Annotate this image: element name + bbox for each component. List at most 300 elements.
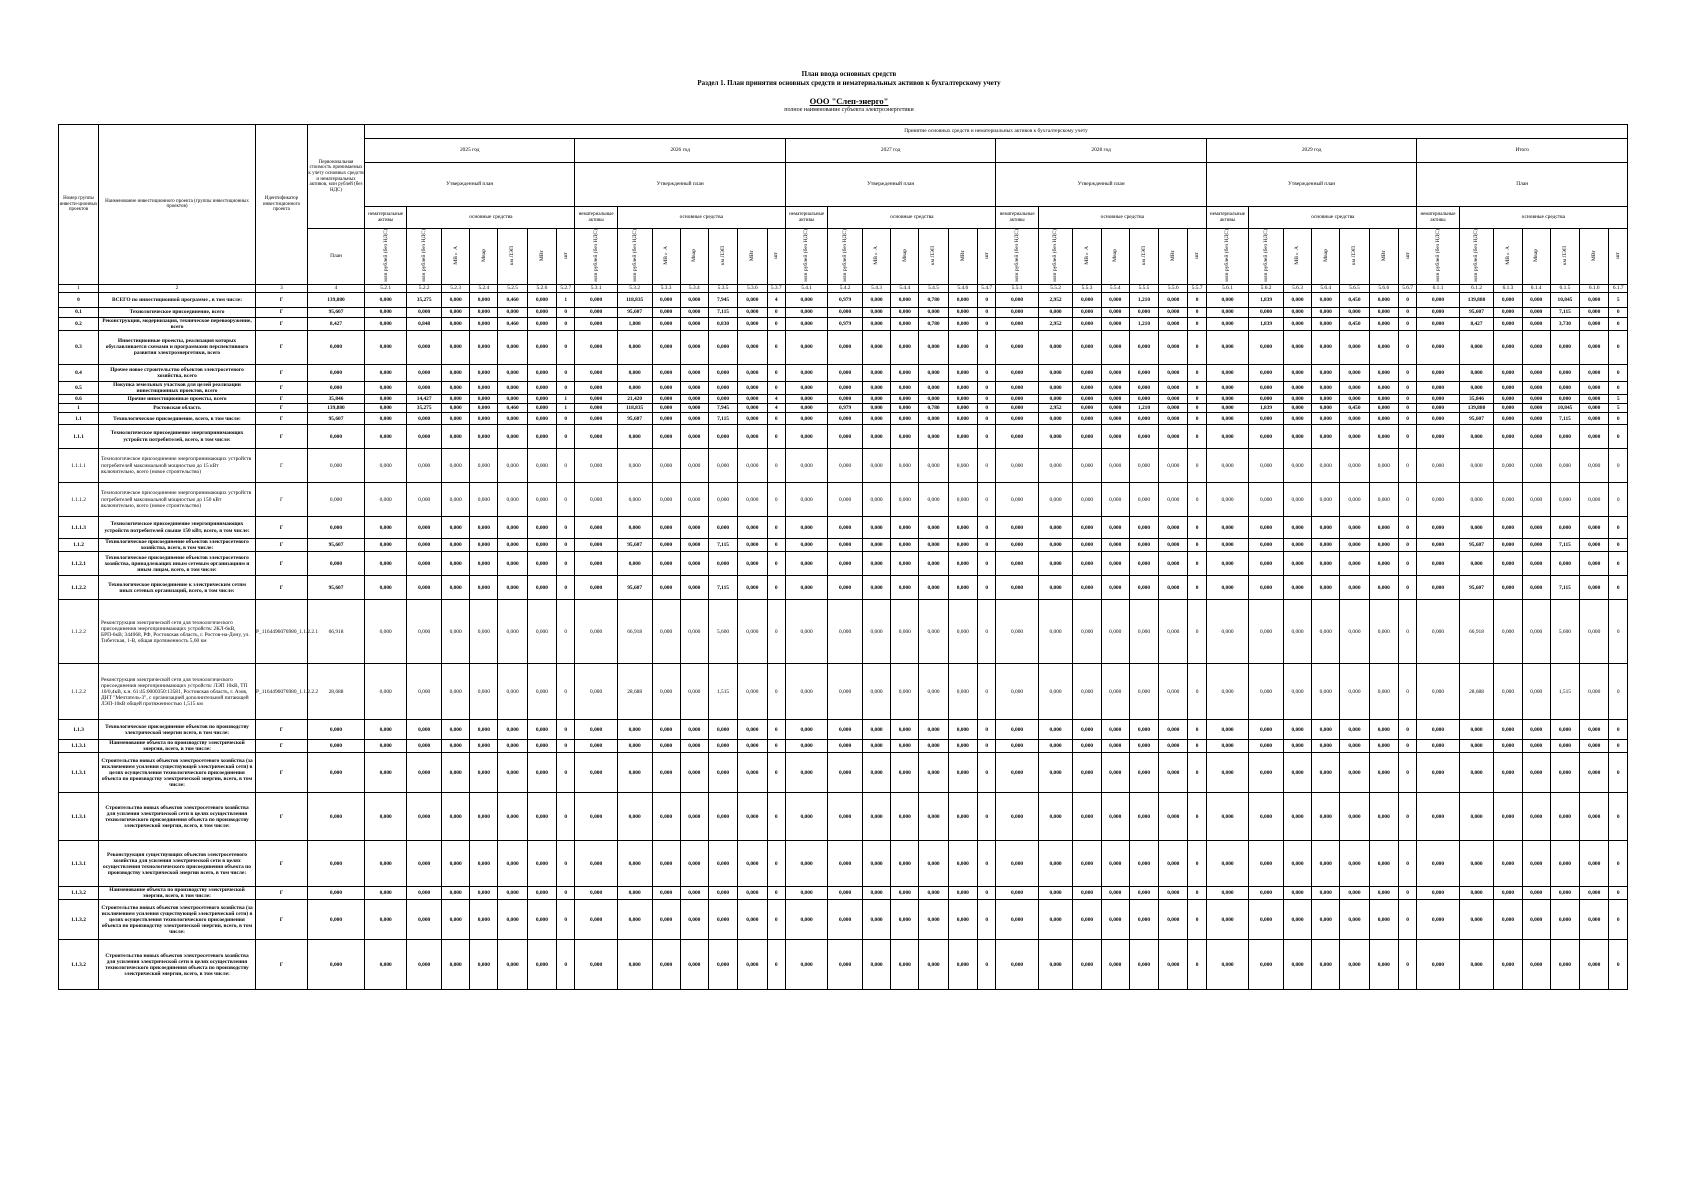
value-cell: 0,000 — [1073, 841, 1101, 887]
value-cell: 0,000 — [1550, 483, 1579, 517]
project-name: Прочее новое строительство объектов электросетевого хозяйства, всего — [99, 364, 256, 381]
value-cell: 0,000 — [652, 404, 680, 413]
value-cell: 0 — [1609, 600, 1628, 664]
value-cell: 0,000 — [828, 887, 863, 900]
unit-label: МВ×А — [1083, 246, 1090, 265]
initial-cost: 95,607 — [308, 576, 365, 600]
value-cell: 0,000 — [498, 841, 527, 887]
initial-cost: 0,000 — [308, 483, 365, 517]
value-cell: 0 — [1398, 576, 1416, 600]
value-cell: 0,000 — [785, 425, 827, 449]
value-cell: 0,000 — [828, 552, 863, 576]
value-cell: 0,000 — [1459, 887, 1494, 900]
value-cell: 0,000 — [785, 664, 827, 720]
value-cell: 0 — [1188, 517, 1206, 539]
value-cell: 0,000 — [1340, 552, 1369, 576]
project-identifier: Г — [256, 900, 308, 940]
value-cell: 0,000 — [1283, 720, 1311, 740]
value-cell: 0,000 — [1206, 425, 1248, 449]
table-row — [59, 483, 1628, 517]
value-cell: 0,000 — [498, 364, 527, 381]
value-cell: 0,000 — [1129, 887, 1158, 900]
row-number: 0.2 — [59, 317, 99, 330]
value-cell: 0 — [557, 381, 575, 394]
value-cell: 0,000 — [1073, 330, 1101, 364]
value-cell: 0,000 — [575, 552, 617, 576]
value-cell: 0,000 — [1580, 483, 1609, 517]
value-cell: 0 — [1398, 600, 1416, 664]
header-unit — [1550, 229, 1579, 285]
value-cell: 0,000 — [527, 364, 556, 381]
value-cell: 0,000 — [1206, 395, 1248, 404]
header-year: Итого — [1417, 139, 1628, 163]
value-cell: 0,000 — [1417, 381, 1459, 394]
row-number: 1.1.2.1 — [59, 552, 99, 576]
value-cell: 0 — [767, 381, 785, 394]
value-cell: 0,000 — [1283, 449, 1311, 483]
value-cell: 0,000 — [1459, 364, 1494, 381]
value-cell: 0,000 — [1249, 576, 1284, 600]
header-unit — [557, 229, 575, 285]
value-cell: 0,000 — [470, 940, 498, 990]
unit-label: млн рублей (без НДС) — [803, 229, 810, 282]
value-cell: 0,000 — [527, 539, 556, 552]
value-cell: 0,000 — [1073, 413, 1101, 425]
value-cell: 0 — [1609, 364, 1628, 381]
value-cell: 0,000 — [1249, 887, 1284, 900]
value-cell: 35,275 — [407, 404, 442, 413]
value-cell: 0,000 — [498, 753, 527, 793]
value-cell: 0 — [977, 841, 995, 887]
value-cell: 0,000 — [575, 413, 617, 425]
value-cell: 0,000 — [1249, 600, 1284, 664]
value-cell: 0,000 — [1129, 720, 1158, 740]
value-cell: 0,000 — [442, 381, 470, 394]
value-cell: 0,000 — [919, 449, 948, 483]
value-cell: 0,000 — [1494, 317, 1522, 330]
value-cell: 0,000 — [996, 740, 1038, 753]
value-cell: 0,000 — [1417, 887, 1459, 900]
value-cell: 0,000 — [948, 539, 977, 552]
value-cell: 0,000 — [407, 940, 442, 990]
value-cell: 0 — [977, 292, 995, 307]
value-cell: 0,460 — [498, 317, 527, 330]
value-cell: 0,000 — [680, 404, 708, 413]
value-cell: 0,000 — [617, 381, 652, 394]
column-number: 5.6.6 — [1369, 284, 1398, 292]
row-number: 1.1.2.2 — [59, 600, 99, 664]
value-cell: 0,000 — [1249, 900, 1284, 940]
value-cell: 1,839 — [1249, 317, 1284, 330]
value-cell: 0,000 — [862, 364, 890, 381]
column-number: 5.2.1 — [365, 284, 407, 292]
value-cell: 0,000 — [617, 425, 652, 449]
header-plan-type: Утвержденный план — [996, 163, 1206, 207]
initial-cost: 0,000 — [308, 330, 365, 364]
value-cell: 0,000 — [1249, 381, 1284, 394]
header-intangible-assets: нематериальные активы — [575, 207, 617, 229]
value-cell: 0 — [557, 449, 575, 483]
value-cell: 0,000 — [365, 900, 407, 940]
project-identifier: Г — [256, 517, 308, 539]
value-cell: 0,000 — [680, 720, 708, 740]
initial-cost: 35,846 — [308, 395, 365, 404]
value-cell: 0,000 — [738, 364, 767, 381]
value-cell: 0,000 — [891, 576, 919, 600]
column-number: 5.6.2 — [1249, 284, 1284, 292]
value-cell: 0,000 — [1459, 517, 1494, 539]
value-cell: 0,000 — [1417, 740, 1459, 753]
initial-cost: 0,000 — [308, 449, 365, 483]
value-cell: 0,000 — [1249, 483, 1284, 517]
value-cell: 0 — [767, 940, 785, 990]
value-cell: 7,115 — [1550, 307, 1579, 317]
value-cell: 0,000 — [652, 364, 680, 381]
value-cell: 0,000 — [1459, 753, 1494, 793]
value-cell: 0,000 — [365, 841, 407, 887]
value-cell: 0,000 — [1159, 576, 1188, 600]
value-cell: 0,000 — [442, 887, 470, 900]
value-cell: 0,000 — [1369, 940, 1398, 990]
value-cell: 0,000 — [1312, 517, 1340, 539]
value-cell: 0,000 — [708, 381, 737, 394]
value-cell: 7,115 — [1550, 539, 1579, 552]
value-cell: 0,000 — [1312, 307, 1340, 317]
value-cell: 0,000 — [1038, 381, 1073, 394]
value-cell: 0,000 — [498, 483, 527, 517]
unit-label: км ЛЭП — [509, 245, 516, 265]
value-cell: 7,115 — [1550, 413, 1579, 425]
value-cell: 0 — [557, 483, 575, 517]
value-cell: 0,000 — [1038, 576, 1073, 600]
value-cell: 0,000 — [1369, 720, 1398, 740]
value-cell: 0,000 — [708, 364, 737, 381]
value-cell: 0,000 — [1073, 600, 1101, 664]
value-cell: 0,000 — [1283, 483, 1311, 517]
value-cell: 0,000 — [1417, 517, 1459, 539]
value-cell: 4 — [767, 404, 785, 413]
value-cell: 0,000 — [1417, 753, 1459, 793]
value-cell: 0,000 — [1206, 940, 1248, 990]
value-cell: 0,000 — [1101, 539, 1129, 552]
value-cell: 0,000 — [1283, 900, 1311, 940]
table-row — [59, 552, 1628, 576]
value-cell: 0,000 — [1159, 552, 1188, 576]
value-cell: 0,000 — [1283, 793, 1311, 841]
value-cell: 0,000 — [1206, 552, 1248, 576]
project-name: ВСЕГО по инвестиционной программе , в том числе: — [99, 292, 256, 307]
initial-cost: 0,000 — [308, 381, 365, 394]
value-cell: 7,115 — [708, 576, 737, 600]
value-cell: 0 — [1188, 720, 1206, 740]
value-cell: 0,000 — [891, 317, 919, 330]
value-cell: 0,000 — [1101, 307, 1129, 317]
value-cell: 0,000 — [1417, 793, 1459, 841]
value-cell: 0,000 — [708, 449, 737, 483]
unit-label: МВт — [749, 249, 756, 261]
value-cell: 0 — [557, 307, 575, 317]
value-cell: 0,000 — [1206, 364, 1248, 381]
unit-label: Мвар — [1322, 248, 1329, 262]
unit-label: млн рублей (без НДС) — [593, 229, 599, 282]
value-cell: 0,000 — [527, 600, 556, 664]
value-cell: 0 — [1609, 900, 1628, 940]
project-name: Технологическое присоединение, всего, в том числе: — [99, 413, 256, 425]
value-cell: 0,000 — [1459, 900, 1494, 940]
value-cell: 0,000 — [407, 793, 442, 841]
header-fixed-assets: основные средства — [1038, 207, 1206, 229]
value-cell: 0,000 — [1073, 720, 1101, 740]
value-cell: 0,000 — [680, 753, 708, 793]
value-cell: 0,000 — [680, 576, 708, 600]
value-cell: 5 — [1609, 404, 1628, 413]
value-cell: 0 — [1188, 449, 1206, 483]
unit-label: шт — [562, 252, 569, 259]
value-cell: 0,000 — [442, 600, 470, 664]
value-cell: 0,000 — [1494, 449, 1522, 483]
value-cell: 0,000 — [1522, 664, 1550, 720]
value-cell: 0,000 — [1580, 576, 1609, 600]
project-identifier: Г — [256, 753, 308, 793]
column-number: 5.2.2 — [407, 284, 442, 292]
header-initial-cost: Первоначальная стоимость принимаемых к учету основных средств и нематериальных активов, млн рублей (без НДС) — [308, 125, 365, 229]
value-cell: 0,000 — [919, 720, 948, 740]
header-plan-type: План — [1417, 163, 1628, 207]
document-title: План ввода основных средств — [801, 70, 897, 78]
value-cell: 0,000 — [1494, 887, 1522, 900]
value-cell: 0,000 — [1459, 425, 1494, 449]
value-cell: 0,000 — [1129, 600, 1158, 664]
value-cell: 0 — [557, 317, 575, 330]
value-cell: 0,000 — [1522, 753, 1550, 793]
value-cell: 0,000 — [891, 539, 919, 552]
table-row — [59, 425, 1628, 449]
column-number: 5.4.6 — [948, 284, 977, 292]
value-cell: 0,000 — [738, 517, 767, 539]
value-cell: 0,000 — [442, 753, 470, 793]
value-cell: 0,000 — [996, 317, 1038, 330]
value-cell: 0,000 — [365, 552, 407, 576]
column-number: 5.2.5 — [498, 284, 527, 292]
value-cell: 0,000 — [708, 483, 737, 517]
value-cell: 0,000 — [785, 395, 827, 404]
value-cell: 0,000 — [948, 381, 977, 394]
value-cell: 0,000 — [1522, 404, 1550, 413]
value-cell: 0,000 — [1129, 740, 1158, 753]
value-cell: 0,000 — [1283, 413, 1311, 425]
value-cell: 0 — [767, 552, 785, 576]
value-cell: 0,000 — [738, 483, 767, 517]
value-cell: 0 — [1398, 449, 1416, 483]
value-cell: 0,000 — [1580, 887, 1609, 900]
value-cell: 0,000 — [1580, 740, 1609, 753]
value-cell: 10,845 — [1550, 404, 1579, 413]
value-cell: 0,000 — [617, 900, 652, 940]
value-cell: 0,000 — [1101, 576, 1129, 600]
value-cell: 0,000 — [1312, 364, 1340, 381]
value-cell: 4 — [767, 292, 785, 307]
value-cell: 0,000 — [1129, 940, 1158, 990]
value-cell: 0,000 — [617, 740, 652, 753]
value-cell: 0,000 — [1038, 330, 1073, 364]
value-cell: 0 — [977, 413, 995, 425]
row-number: 1.1.2 — [59, 539, 99, 552]
value-cell: 0,000 — [442, 576, 470, 600]
value-cell: 0 — [1609, 449, 1628, 483]
value-cell: 0 — [557, 425, 575, 449]
value-cell: 0,000 — [1340, 449, 1369, 483]
value-cell: 0,000 — [828, 720, 863, 740]
value-cell: 0 — [1188, 600, 1206, 664]
value-cell: 0,000 — [1312, 381, 1340, 394]
unit-label: шт — [1194, 252, 1201, 259]
value-cell: 0,000 — [1038, 740, 1073, 753]
value-cell: 0 — [557, 887, 575, 900]
value-cell: 0,000 — [1283, 841, 1311, 887]
value-cell: 0,000 — [919, 539, 948, 552]
value-cell: 0,000 — [1038, 887, 1073, 900]
value-cell: 0,000 — [470, 900, 498, 940]
project-name: Технологическое присоединение энергопринимающих устройств потребителей, всего, в том числе: — [99, 425, 256, 449]
value-cell: 0,000 — [1459, 841, 1494, 887]
value-cell: 0,000 — [1340, 887, 1369, 900]
header-unit — [1073, 229, 1101, 285]
row-number: 1.1.3.1 — [59, 740, 99, 753]
value-cell: 0 — [1398, 292, 1416, 307]
header-year: 2028 год — [996, 139, 1206, 163]
value-cell: 0,000 — [738, 576, 767, 600]
value-cell: 0,000 — [498, 395, 527, 404]
value-cell: 0,000 — [407, 841, 442, 887]
value-cell: 118,835 — [617, 404, 652, 413]
unit-label: МВ×А — [1294, 246, 1301, 265]
value-cell: 0,000 — [1073, 395, 1101, 404]
header-unit — [785, 229, 827, 285]
value-cell: 0,000 — [1340, 483, 1369, 517]
value-cell: 0,000 — [1159, 364, 1188, 381]
value-cell: 0 — [1398, 753, 1416, 793]
value-cell: 0 — [1609, 517, 1628, 539]
value-cell: 0,000 — [442, 517, 470, 539]
value-cell: 0,000 — [1073, 292, 1101, 307]
project-name: Наименование объекта по производству электрической энергии, всего, в том числе: — [99, 887, 256, 900]
value-cell: 0,000 — [498, 330, 527, 364]
value-cell: 0,000 — [498, 539, 527, 552]
value-cell: 0,000 — [1459, 940, 1494, 990]
column-number: 1 — [59, 284, 99, 292]
value-cell: 1 — [557, 404, 575, 413]
value-cell: 0,000 — [365, 539, 407, 552]
value-cell: 0,000 — [1038, 720, 1073, 740]
value-cell: 0,000 — [575, 364, 617, 381]
header-unit — [828, 229, 863, 285]
value-cell: 0,000 — [470, 841, 498, 887]
value-cell: 0,000 — [1101, 425, 1129, 449]
value-cell: 2,952 — [1038, 404, 1073, 413]
value-cell: 0,000 — [1417, 330, 1459, 364]
value-cell: 0,000 — [1206, 413, 1248, 425]
value-cell: 0 — [1398, 887, 1416, 900]
value-cell: 0,000 — [862, 404, 890, 413]
value-cell: 0 — [1398, 483, 1416, 517]
value-cell: 0,000 — [1073, 381, 1101, 394]
value-cell: 7,115 — [1550, 576, 1579, 600]
column-number: 5.3.5 — [708, 284, 737, 292]
value-cell: 0,000 — [862, 330, 890, 364]
value-cell: 0,000 — [828, 413, 863, 425]
value-cell: 0,000 — [1038, 449, 1073, 483]
value-cell: 0,000 — [862, 793, 890, 841]
project-identifier: Г — [256, 413, 308, 425]
value-cell: 0,000 — [1073, 753, 1101, 793]
value-cell: 0,000 — [708, 425, 737, 449]
value-cell: 0,000 — [1522, 793, 1550, 841]
value-cell: 0,000 — [1369, 552, 1398, 576]
value-cell: 0,000 — [1522, 720, 1550, 740]
header-unit — [1129, 229, 1158, 285]
value-cell: 0,000 — [1522, 449, 1550, 483]
value-cell: 0,000 — [996, 664, 1038, 720]
value-cell: 0,000 — [828, 425, 863, 449]
value-cell: 0,000 — [891, 841, 919, 887]
value-cell: 0,000 — [652, 413, 680, 425]
row-number: 1.1.3.1 — [59, 793, 99, 841]
value-cell: 0,000 — [1038, 483, 1073, 517]
header-plan-type: Утвержденный план — [365, 163, 575, 207]
value-cell: 0,000 — [575, 330, 617, 364]
value-cell: 0,000 — [785, 600, 827, 664]
header-unit — [442, 229, 470, 285]
value-cell: 0 — [767, 740, 785, 753]
value-cell: 0,000 — [1312, 841, 1340, 887]
value-cell: 0,000 — [948, 793, 977, 841]
value-cell: 0 — [977, 449, 995, 483]
value-cell: 0,000 — [1417, 576, 1459, 600]
value-cell: 0,000 — [919, 364, 948, 381]
unit-label: Мвар — [1112, 248, 1119, 262]
value-cell: 0,000 — [442, 793, 470, 841]
value-cell: 0,000 — [738, 404, 767, 413]
header-unit — [1459, 229, 1494, 285]
value-cell: 0,000 — [575, 425, 617, 449]
value-cell: 0,000 — [785, 940, 827, 990]
value-cell: 0,000 — [442, 317, 470, 330]
header-project-name: Наименование инвестиционного проекта (группы инвестиционных проектов) — [99, 125, 256, 285]
column-number: 6.1.4 — [1522, 284, 1550, 292]
value-cell: 0 — [557, 330, 575, 364]
project-name: Технологическое присоединение энергопринимающих устройств потребителей максимальной мощностью до 15 кВт включительно, всего (новое строительство) — [99, 449, 256, 483]
row-number: 1.1.3.2 — [59, 940, 99, 990]
value-cell: 0,000 — [1249, 413, 1284, 425]
value-cell: 0,000 — [1038, 900, 1073, 940]
value-cell: 0,000 — [1369, 600, 1398, 664]
value-cell: 0,000 — [527, 887, 556, 900]
value-cell: 0,000 — [1038, 413, 1073, 425]
value-cell: 0 — [977, 664, 995, 720]
value-cell: 0,000 — [1101, 330, 1129, 364]
value-cell: 0,000 — [470, 552, 498, 576]
value-cell: 0,000 — [919, 381, 948, 394]
value-cell: 0,000 — [738, 740, 767, 753]
table-row — [59, 793, 1628, 841]
column-number: 6.1.1 — [1417, 284, 1459, 292]
value-cell: 0,000 — [862, 381, 890, 394]
value-cell: 0,000 — [785, 404, 827, 413]
initial-cost: 95,607 — [308, 307, 365, 317]
value-cell: 0,460 — [498, 404, 527, 413]
value-cell: 0,000 — [1159, 330, 1188, 364]
value-cell: 0,000 — [1283, 740, 1311, 753]
